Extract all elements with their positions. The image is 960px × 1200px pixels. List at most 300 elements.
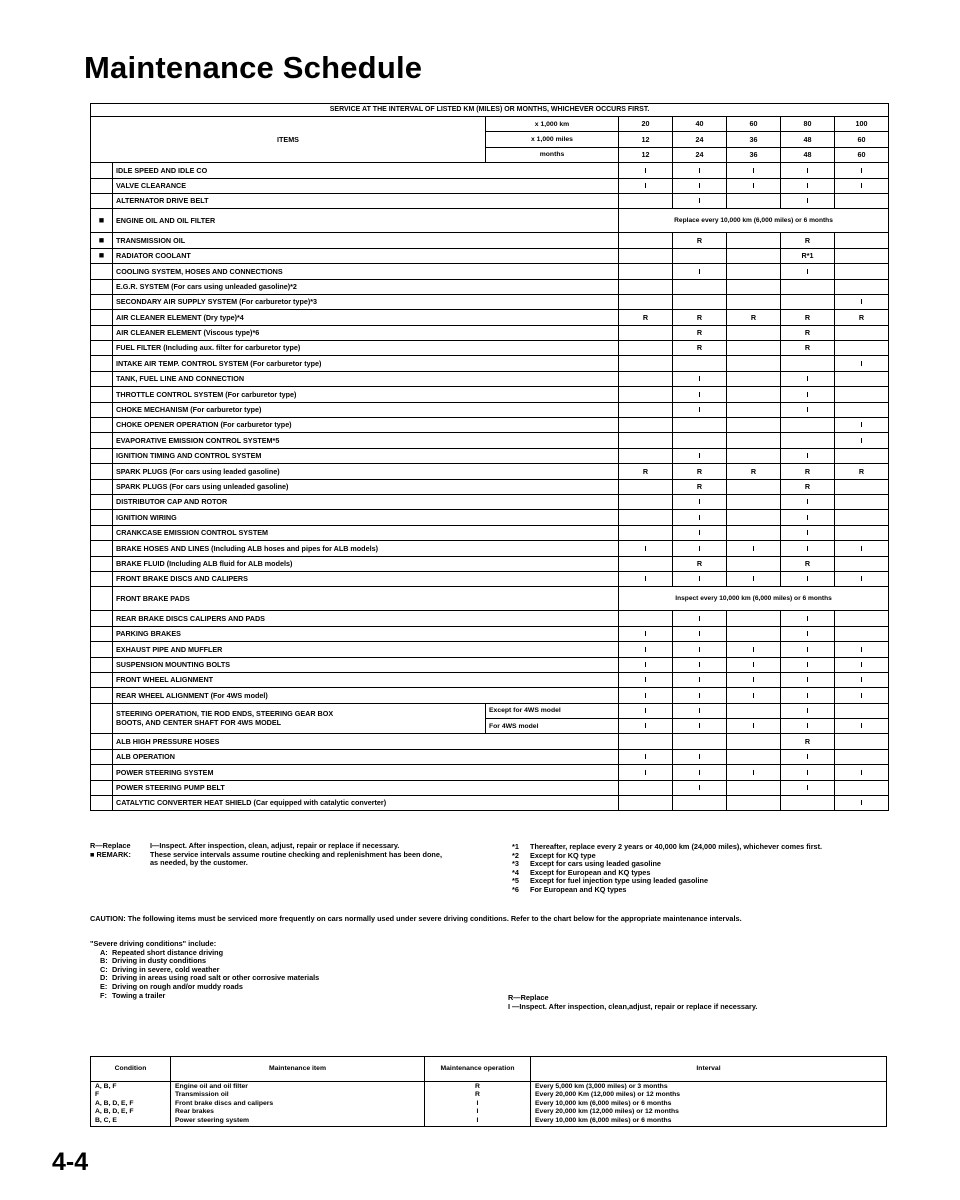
condition-text: Driving in dusty conditions xyxy=(112,956,207,966)
interval-mark xyxy=(727,494,781,509)
item-name: ALB OPERATION xyxy=(113,749,619,764)
footnote-key: *3 xyxy=(512,859,519,869)
table-row xyxy=(91,264,889,279)
item-name-line: STEERING OPERATION, TIE ROD ENDS, STEERING GEAR BOX xyxy=(116,709,334,719)
interval-mark: I xyxy=(781,749,835,764)
cond-cell: Every 10,000 km (6,000 miles) or 6 months xyxy=(535,1099,672,1107)
legend-notes xyxy=(90,842,510,868)
interval-mark xyxy=(835,703,889,718)
interval-mark xyxy=(619,387,673,402)
footnote-key: *4 xyxy=(512,867,519,877)
condition-text: Driving on rough and/or muddy roads xyxy=(112,982,243,992)
table-row xyxy=(91,703,889,718)
interval-mark xyxy=(835,479,889,494)
row-bullet xyxy=(91,387,113,402)
interval-mark: I xyxy=(727,688,781,703)
row-bullet xyxy=(91,479,113,494)
condition-text: Driving in areas using road salt or other corrosive materials xyxy=(112,973,320,983)
interval-mark xyxy=(727,780,781,795)
interval-mark: I xyxy=(673,371,727,386)
interval-mark: I xyxy=(835,163,889,178)
interval-mark: I xyxy=(835,765,889,780)
row-bullet xyxy=(91,657,113,672)
table-row xyxy=(91,209,889,233)
item-name: POWER STEERING PUMP BELT xyxy=(113,780,619,795)
cond-cell: A, B, D, E, F xyxy=(95,1099,134,1107)
item-name: IDLE SPEED AND IDLE CO xyxy=(113,163,619,178)
table-row xyxy=(91,611,889,626)
table-row xyxy=(91,479,889,494)
interval-miles: 24 xyxy=(673,132,727,147)
interval-mark: I xyxy=(727,163,781,178)
table-row xyxy=(91,163,889,178)
legend2-inspect: I —Inspect. After inspection, clean,adjust, repair or replace if necessary. xyxy=(508,1001,758,1011)
footnote-text: Except for KQ type xyxy=(530,850,596,860)
row-bullet xyxy=(91,371,113,386)
condition-text: Driving in severe, cold weather xyxy=(112,964,220,974)
footnotes xyxy=(512,843,892,895)
interval-mark xyxy=(727,556,781,571)
interval-mark: I xyxy=(673,672,727,687)
interval-mark: I xyxy=(781,448,835,463)
interval-mark xyxy=(727,294,781,309)
interval-mark: R xyxy=(673,479,727,494)
interval-mark: I xyxy=(619,178,673,193)
item-name: AIR CLEANER ELEMENT (Viscous type)*6 xyxy=(113,325,619,340)
interval-mark: I xyxy=(835,657,889,672)
interval-mark xyxy=(835,279,889,294)
interval-mark: I xyxy=(781,571,835,586)
row-bullet xyxy=(91,672,113,687)
interval-mark: R xyxy=(781,556,835,571)
caution-text: The following items must be serviced more frequently on cars normally used under severe driving conditions. Refer to the chart below for the appropriate maintenance intervals. xyxy=(127,914,742,923)
interval-mark: I xyxy=(781,703,835,718)
condition-text: Towing a trailer xyxy=(112,990,166,1000)
item-name: SPARK PLUGS (For cars using unleaded gasoline) xyxy=(113,479,619,494)
cond-cell: R xyxy=(475,1091,480,1099)
table-row xyxy=(91,642,889,657)
interval-mark xyxy=(835,233,889,248)
interval-mark: I xyxy=(673,387,727,402)
interval-mark: I xyxy=(835,356,889,371)
interval-mark xyxy=(619,433,673,448)
unit-miles: x 1,000 miles xyxy=(486,132,619,147)
legend-secondary xyxy=(508,994,888,1011)
interval-mark xyxy=(673,433,727,448)
remark-label: ■ REMARK: xyxy=(90,849,131,859)
footnote-key: *5 xyxy=(512,876,519,886)
model-qualifier: For 4WS model xyxy=(486,719,619,734)
interval-mark: I xyxy=(673,494,727,509)
interval-mark: R xyxy=(619,310,673,325)
interval-mark: I xyxy=(781,371,835,386)
interval-mark xyxy=(619,325,673,340)
interval-mark xyxy=(727,341,781,356)
table-row xyxy=(91,494,889,509)
cond-cell: Every 20,000 km (12,000 miles) or 12 months xyxy=(535,1108,679,1116)
interval-mark: I xyxy=(781,193,835,208)
interval-mark xyxy=(619,510,673,525)
table-row xyxy=(91,387,889,402)
cond-cell: Power steering system xyxy=(175,1116,250,1124)
interval-mark: I xyxy=(781,765,835,780)
interval-mark: R xyxy=(781,341,835,356)
page-number: 4-4 xyxy=(52,1148,89,1176)
footnote-key: *2 xyxy=(512,850,519,860)
item-name: AIR CLEANER ELEMENT (Dry type)*4 xyxy=(113,310,619,325)
cond-header-condition: Condition xyxy=(91,1057,171,1082)
table-row xyxy=(91,571,889,586)
cond-header-interval: Interval xyxy=(531,1057,887,1082)
interval-mark: I xyxy=(673,780,727,795)
interval-mark xyxy=(727,356,781,371)
interval-mark: I xyxy=(781,494,835,509)
interval-mark: R xyxy=(673,556,727,571)
interval-mark: I xyxy=(619,719,673,734)
interval-mark xyxy=(727,796,781,811)
maintenance-schedule-table xyxy=(90,103,889,811)
interval-mark: I xyxy=(727,719,781,734)
interval-mark: I xyxy=(835,672,889,687)
interval-mark xyxy=(727,325,781,340)
table-row xyxy=(91,233,889,248)
row-bullet xyxy=(91,611,113,626)
bullet-icon: ■ xyxy=(90,849,95,859)
row-bullet xyxy=(91,688,113,703)
interval-mark xyxy=(727,749,781,764)
interval-mark xyxy=(835,402,889,417)
row-bullet xyxy=(91,780,113,795)
interval-mark xyxy=(781,433,835,448)
interval-mark: I xyxy=(727,178,781,193)
interval-mark: I xyxy=(673,264,727,279)
row-bullet xyxy=(91,294,113,309)
interval-mark: I xyxy=(781,719,835,734)
interval-mark: I xyxy=(673,703,727,718)
table-row xyxy=(91,448,889,463)
interval-mark: I xyxy=(619,571,673,586)
unit-km: x 1,000 km xyxy=(486,117,619,132)
item-name: BRAKE FLUID (Including ALB fluid for ALB models) xyxy=(113,556,619,571)
interval-km: 20 xyxy=(619,117,673,132)
interval-mark: R xyxy=(727,310,781,325)
table-row xyxy=(91,310,889,325)
interval-miles: 48 xyxy=(781,132,835,147)
cond-cell: Front brake discs and calipers xyxy=(175,1099,274,1107)
unit-months: months xyxy=(486,147,619,162)
footnote-text: Thereafter, replace every 2 years or 40,000 km (24,000 miles), whichever comes first. xyxy=(530,842,823,851)
interval-mark xyxy=(835,611,889,626)
table-row xyxy=(91,626,889,641)
interval-mark: I xyxy=(673,642,727,657)
items-header: ITEMS xyxy=(91,117,486,163)
condition-key: B: xyxy=(100,956,108,966)
row-bullet xyxy=(91,325,113,340)
cond-cell: I xyxy=(476,1099,479,1107)
interval-mark: I xyxy=(835,433,889,448)
interval-mark: I xyxy=(727,541,781,556)
interval-mark xyxy=(835,626,889,641)
row-bullet xyxy=(91,796,113,811)
cond-header-operation: Maintenance operation xyxy=(425,1057,531,1082)
item-name: REAR WHEEL ALIGNMENT (For 4WS model) xyxy=(113,688,619,703)
footnote-text: Except for fuel injection type using leaded gasoline xyxy=(530,876,708,886)
interval-mark xyxy=(781,796,835,811)
table-row xyxy=(91,749,889,764)
interval-mark xyxy=(673,294,727,309)
item-name: FUEL FILTER (Including aux. filter for carburetor type) xyxy=(113,341,619,356)
interval-mark: I xyxy=(781,688,835,703)
table-row xyxy=(91,464,889,479)
interval-mark xyxy=(727,264,781,279)
interval-mark: I xyxy=(619,765,673,780)
cond-column-operations xyxy=(425,1082,531,1127)
interval-mark: I xyxy=(781,178,835,193)
interval-span-note: Inspect every 10,000 km (6,000 miles) or 6 months xyxy=(619,587,889,611)
cond-cell: A, B, D, E, F xyxy=(95,1108,134,1116)
row-bullet xyxy=(91,571,113,586)
table-row xyxy=(91,341,889,356)
interval-mark: I xyxy=(619,703,673,718)
interval-mark: R xyxy=(781,734,835,749)
interval-mark: I xyxy=(619,626,673,641)
table-row xyxy=(91,780,889,795)
interval-mark: I xyxy=(781,510,835,525)
interval-mark xyxy=(835,494,889,509)
interval-mark: R xyxy=(619,464,673,479)
interval-mark xyxy=(619,734,673,749)
condition-key: C: xyxy=(100,964,108,974)
interval-mark xyxy=(835,193,889,208)
footnote xyxy=(512,886,892,895)
item-name: EXHAUST PIPE AND MUFFLER xyxy=(113,642,619,657)
table-row xyxy=(91,294,889,309)
interval-mark: I xyxy=(619,163,673,178)
interval-mark: I xyxy=(673,541,727,556)
condition-key: D: xyxy=(100,973,108,983)
interval-mark: I xyxy=(781,642,835,657)
cond-column-conditions xyxy=(91,1082,171,1127)
table-row xyxy=(91,556,889,571)
item-name: REAR BRAKE DISCS CALIPERS AND PADS xyxy=(113,611,619,626)
interval-mark: I xyxy=(781,387,835,402)
item-name: COOLING SYSTEM, HOSES AND CONNECTIONS xyxy=(113,264,619,279)
cond-cell: Every 5,000 km (3,000 miles) or 3 months xyxy=(535,1083,668,1090)
item-name: ENGINE OIL AND OIL FILTER xyxy=(113,209,619,233)
page-title: Maintenance Schedule xyxy=(84,50,423,85)
interval-mark: I xyxy=(781,264,835,279)
interval-mark xyxy=(727,703,781,718)
interval-mark: R xyxy=(781,479,835,494)
table-row xyxy=(91,433,889,448)
interval-mark: I xyxy=(673,571,727,586)
interval-months: 24 xyxy=(673,147,727,162)
interval-mark: I xyxy=(673,657,727,672)
interval-mark: I xyxy=(781,541,835,556)
footnote-key: *6 xyxy=(512,885,519,895)
cond-cell: Transmission oil xyxy=(175,1091,229,1099)
interval-mark: I xyxy=(673,765,727,780)
item-name-line: BOOTS, AND CENTER SHAFT FOR 4WS MODEL xyxy=(116,717,282,727)
interval-mark: I xyxy=(673,163,727,178)
table-row xyxy=(91,356,889,371)
item-name: CHOKE OPENER OPERATION (For carburetor type) xyxy=(113,418,619,433)
row-bullet: ■ xyxy=(91,248,113,263)
interval-mark: I xyxy=(673,178,727,193)
interval-mark xyxy=(835,387,889,402)
row-bullet xyxy=(91,541,113,556)
item-name: E.G.R. SYSTEM (For cars using unleaded gasoline)*2 xyxy=(113,279,619,294)
item-name: DISTRIBUTOR CAP AND ROTOR xyxy=(113,494,619,509)
interval-mark: I xyxy=(619,749,673,764)
cond-header-item: Maintenance item xyxy=(171,1057,425,1082)
interval-mark: R xyxy=(673,341,727,356)
item-name: IGNITION TIMING AND CONTROL SYSTEM xyxy=(113,448,619,463)
item-name: FRONT BRAKE DISCS AND CALIPERS xyxy=(113,571,619,586)
table-row xyxy=(91,672,889,687)
item-name: TANK, FUEL LINE AND CONNECTION xyxy=(113,371,619,386)
row-bullet xyxy=(91,418,113,433)
interval-km: 40 xyxy=(673,117,727,132)
row-bullet xyxy=(91,765,113,780)
interval-mark: I xyxy=(673,510,727,525)
interval-mark xyxy=(781,418,835,433)
interval-months: 12 xyxy=(619,147,673,162)
caution-label: CAUTION: xyxy=(90,914,126,923)
row-bullet xyxy=(91,464,113,479)
interval-mark xyxy=(727,479,781,494)
table-row xyxy=(91,765,889,780)
row-bullet xyxy=(91,510,113,525)
interval-mark: I xyxy=(835,571,889,586)
interval-mark xyxy=(619,371,673,386)
item-name: FRONT WHEEL ALIGNMENT xyxy=(113,672,619,687)
interval-mark xyxy=(727,433,781,448)
row-bullet xyxy=(91,402,113,417)
interval-mark: I xyxy=(673,749,727,764)
interval-mark xyxy=(727,510,781,525)
interval-mark: I xyxy=(781,402,835,417)
interval-mark: I xyxy=(835,796,889,811)
interval-mark: I xyxy=(619,672,673,687)
interval-mark xyxy=(727,402,781,417)
legend-replace: R—Replace xyxy=(90,841,131,850)
interval-mark xyxy=(835,248,889,263)
interval-months: 48 xyxy=(781,147,835,162)
cond-cell: Every 10,000 km (6,000 miles) or 6 months xyxy=(535,1116,672,1124)
interval-mark: I xyxy=(781,611,835,626)
interval-mark: I xyxy=(727,765,781,780)
interval-mark xyxy=(673,734,727,749)
interval-mark xyxy=(835,341,889,356)
interval-mark xyxy=(673,418,727,433)
row-bullet xyxy=(91,448,113,463)
interval-mark: I xyxy=(835,294,889,309)
interval-mark: I xyxy=(781,672,835,687)
interval-mark xyxy=(727,611,781,626)
row-bullet xyxy=(91,279,113,294)
interval-mark: R xyxy=(781,464,835,479)
table-row xyxy=(91,248,889,263)
interval-km: 60 xyxy=(727,117,781,132)
cond-cell: R xyxy=(475,1083,480,1090)
item-name: RADIATOR COOLANT xyxy=(113,248,619,263)
interval-mark xyxy=(619,494,673,509)
condition-key: E: xyxy=(100,982,108,992)
model-qualifier: Except for 4WS model xyxy=(486,703,619,718)
interval-mark: I xyxy=(835,642,889,657)
interval-miles: 36 xyxy=(727,132,781,147)
table-row xyxy=(91,657,889,672)
interval-mark: I xyxy=(727,571,781,586)
interval-mark xyxy=(727,418,781,433)
item-name: THROTTLE CONTROL SYSTEM (For carburetor type) xyxy=(113,387,619,402)
legend2-replace: R—Replace xyxy=(508,993,549,1002)
interval-mark xyxy=(727,233,781,248)
item-name: BRAKE HOSES AND LINES (Including ALB hoses and pipes for ALB models) xyxy=(113,541,619,556)
table-row xyxy=(91,734,889,749)
interval-mark: I xyxy=(835,541,889,556)
footnote-text: Except for European and KQ types xyxy=(530,867,651,877)
item-name: IGNITION WIRING xyxy=(113,510,619,525)
interval-mark xyxy=(835,448,889,463)
row-bullet: ■ xyxy=(91,233,113,248)
interval-mark: I xyxy=(673,611,727,626)
table-row xyxy=(91,796,889,811)
interval-mark: I xyxy=(673,626,727,641)
interval-mark xyxy=(673,279,727,294)
row-bullet xyxy=(91,341,113,356)
item-name: TRANSMISSION OIL xyxy=(113,233,619,248)
item-name: SUSPENSION MOUNTING BOLTS xyxy=(113,657,619,672)
row-bullet xyxy=(91,556,113,571)
interval-mark xyxy=(619,418,673,433)
interval-mark: R xyxy=(781,310,835,325)
row-bullet xyxy=(91,433,113,448)
item-name: ALTERNATOR DRIVE BELT xyxy=(113,193,619,208)
interval-mark xyxy=(727,448,781,463)
table-row xyxy=(91,688,889,703)
interval-mark: I xyxy=(727,642,781,657)
interval-mark xyxy=(619,796,673,811)
condition-key: A: xyxy=(100,947,108,957)
table-row xyxy=(91,325,889,340)
interval-mark xyxy=(781,279,835,294)
interval-mark xyxy=(619,279,673,294)
interval-mark xyxy=(619,233,673,248)
interval-mark xyxy=(727,279,781,294)
item-name: CRANKCASE EMISSION CONTROL SYSTEM xyxy=(113,525,619,540)
cond-cell: A, B, F xyxy=(95,1083,117,1090)
interval-mark xyxy=(619,448,673,463)
interval-months: 36 xyxy=(727,147,781,162)
interval-mark xyxy=(619,294,673,309)
interval-mark: I xyxy=(673,688,727,703)
caution-note xyxy=(90,915,890,924)
item-name: INTAKE AIR TEMP. CONTROL SYSTEM (For carburetor type) xyxy=(113,356,619,371)
severe-title: "Severe driving conditions" include: xyxy=(90,939,217,948)
footnote-text: For European and KQ types xyxy=(530,885,627,895)
footnote-text: Except for cars using leaded gasoline xyxy=(530,859,661,869)
interval-mark xyxy=(619,780,673,795)
interval-mark xyxy=(619,356,673,371)
interval-mark: I xyxy=(835,418,889,433)
row-bullet xyxy=(91,587,113,611)
interval-mark xyxy=(835,371,889,386)
interval-mark xyxy=(727,387,781,402)
interval-mark: R xyxy=(727,464,781,479)
row-bullet: ■ xyxy=(91,209,113,233)
